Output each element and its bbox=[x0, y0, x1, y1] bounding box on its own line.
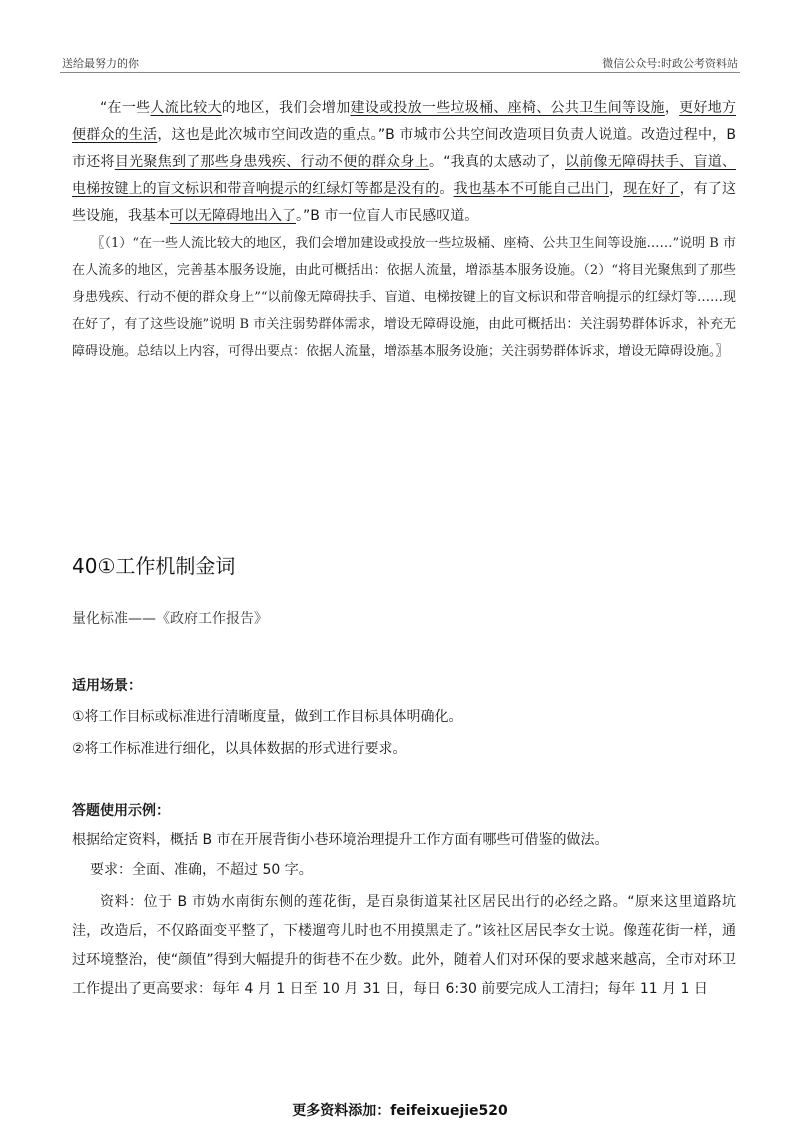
text-run: 的地区，我们会增加 bbox=[221, 100, 351, 116]
example-task: 根据给定资料，概括 B 市在开展背街小巷环境治理提升工作方面有哪些可借鉴的做法。 bbox=[72, 832, 609, 848]
text-run: ， bbox=[664, 100, 680, 116]
underlined-phrase: 可以无障碍地出入了 bbox=[170, 208, 296, 224]
page-header bbox=[60, 52, 740, 73]
section-title: 40①工作机制金词 bbox=[72, 554, 236, 578]
analysis-note: 〖（1）“在一些人流比较大的地区，我们会增加建设或投放一些垃圾桶、座椅、公共卫生间等设施……”说明 B 市在人流多的地区，完善基本服务设施，由此可概括出：依据人流量，增添基本服务设施。（2）“将目光聚焦到了那些身患残疾、行动不便的群众身上”“以前像无障碍扶手、盲道、电梯按键上的盲文标识和带音响提示的红绿灯等……现在好了，有了这些设施”说明 B 市关注弱势群体需求，增设无障碍设施，由此可概括出：关注弱势群体诉求，补充无障碍设施。总结以上内容，可得出要点：依据人流量，增添基本服务设施；关注弱势群体诉求，增设无障碍设施。〗 bbox=[72, 236, 736, 359]
example-material: 资料：位于 B 市妫水南街东侧的莲花街，是百泉街道某社区居民出行的必经之路。“原来这里道路坑洼，改造后，不仅路面变平整了，下楼遛弯儿时也不用摸黑走了。”该社区居民李女士说。像莲花街一样，通过环境整治，使“颜值”得到大幅提升的街巷不在少数。此外，随着人们对环保的要求越来越高，全市对环卫工作提出了更高要求：每年 4 月 1 日至 10 月 31 日，每日 6:30 前要完成人工清扫；每年 11 月 1 日 bbox=[72, 894, 736, 997]
text-run: ，这也是此次城市空间改造的重点。”B 市城市公共空间改造项目负责人说道。改造过程中，B 市还将 bbox=[72, 127, 737, 170]
scene-item: ②将工作标准进行细化，以具体数据的形式进行要求。 bbox=[72, 741, 407, 757]
header-wechat-account: 微信公众号:时政公考资料站 bbox=[602, 57, 738, 70]
underlined-phrase: 目光聚焦到了那些身患残疾、行动不便的群众身上 bbox=[114, 154, 429, 170]
header-slogan: 送给最努力的你 bbox=[62, 57, 139, 70]
text-run: “在一些 bbox=[100, 100, 151, 116]
underlined-phrase: 建设或投放一些垃圾桶、座椅、公共卫生间等设施 bbox=[350, 100, 665, 116]
text-run: ， bbox=[608, 181, 624, 197]
underlined-phrase: 以前像无障碍扶手、盲道、电梯按键上的盲文标识和带音响提示的红绿灯等都是没有的 bbox=[72, 154, 737, 197]
underlined-phrase: 人流比较大 bbox=[150, 100, 222, 116]
section-subtitle: 量化标准——《政府工作报告》 bbox=[72, 611, 268, 627]
text-run: 。 bbox=[439, 181, 454, 197]
underlined-phrase: 现在好了 bbox=[623, 181, 680, 197]
paragraph-quote bbox=[72, 95, 736, 230]
example-requirement: 要求：全面、准确，不超过 50 字。 bbox=[90, 862, 313, 878]
scene-item: ①将工作目标或标准进行清晰度量，做到工作目标具体明确化。 bbox=[72, 709, 463, 725]
page-footer: 更多资料添加：feifeixuejie520 bbox=[292, 1103, 508, 1119]
text-run: 。”B 市一位盲人市民感叹道。 bbox=[296, 208, 479, 224]
underlined-phrase: 更好地方便群众的生活 bbox=[72, 100, 737, 143]
text-run: 。“我真的太感动了， bbox=[428, 154, 565, 170]
underlined-phrase: 我也基本不可能自己出门 bbox=[453, 181, 609, 197]
scene-label: 适用场景： bbox=[72, 678, 142, 694]
text-run: ，有了这些设施，我基本 bbox=[72, 181, 737, 224]
example-label: 答题使用示例： bbox=[72, 803, 170, 819]
